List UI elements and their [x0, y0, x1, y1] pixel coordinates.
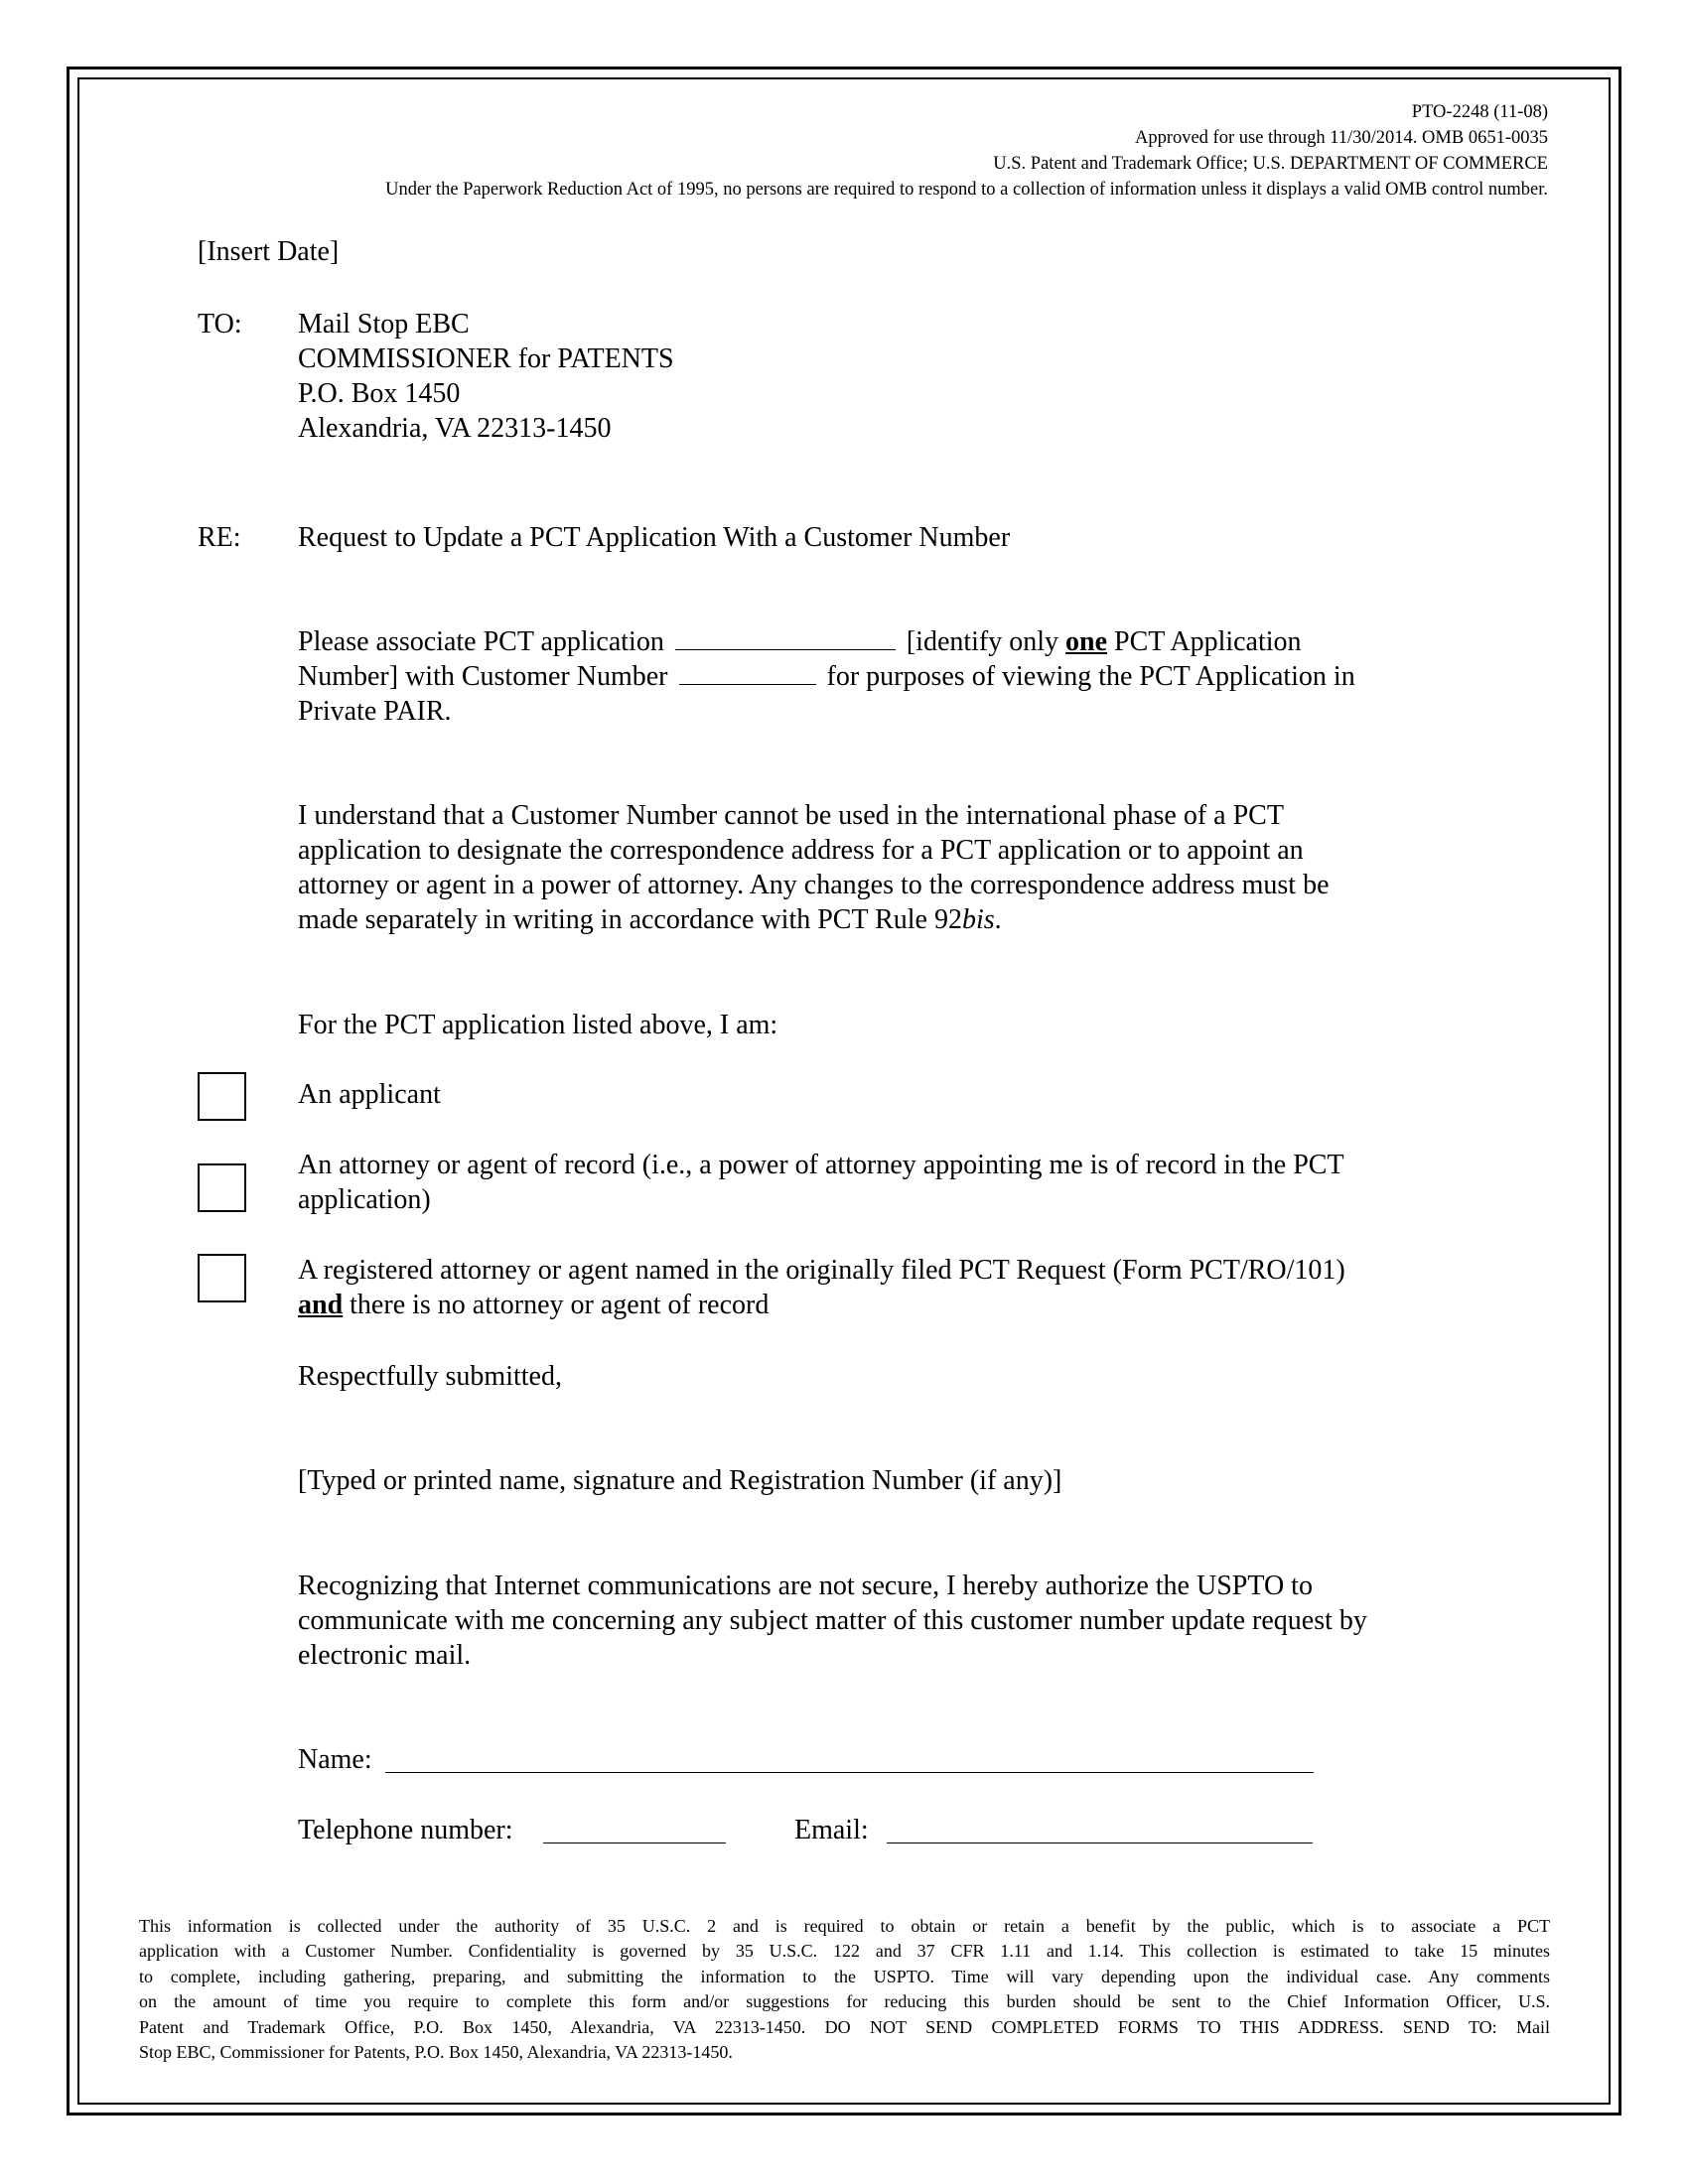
request-text-5: for purposes of viewing the PCT Application in — [826, 661, 1355, 692]
re-subject: Request to Update a PCT Application With a Customer Number — [298, 522, 1011, 553]
option-attorney-line-1: An attorney or agent of record (i.e., a power of attorney appointing me is of record in the PCT — [298, 1150, 1344, 1180]
name-label: Name: — [298, 1744, 372, 1775]
request-line-1 — [298, 624, 1302, 659]
understanding-line-4 — [298, 902, 1002, 937]
pct-application-number-blank[interactable] — [675, 649, 896, 650]
request-line-2 — [298, 659, 1355, 694]
agency-name: U.S. Patent and Trademark Office; U.S. DEPARTMENT OF COMMERCE — [993, 154, 1548, 174]
registered-emphasis-and: and — [298, 1290, 344, 1320]
email-label: Email: — [794, 1815, 869, 1845]
role-prompt: For the PCT application listed above, I am: — [298, 1010, 778, 1040]
request-text-4: Number] with Customer Number — [298, 661, 668, 692]
authorization-line-2: communicate with me concerning any subject matter of this customer number update request by — [298, 1605, 1367, 1636]
rule-bis-italic: bis — [961, 904, 995, 935]
request-line-3: Private PAIR. — [298, 696, 452, 727]
closing: Respectfully submitted, — [298, 1361, 562, 1392]
request-text-2: [identify only — [906, 626, 1059, 657]
date-placeholder: [Insert Date] — [198, 236, 340, 267]
option-attorney-line-2: application) — [298, 1184, 431, 1215]
understanding-text: made separately in writing in accordance with PCT Rule 92 — [298, 904, 962, 935]
applicant-checkbox[interactable] — [198, 1072, 246, 1121]
customer-number-blank[interactable] — [679, 684, 816, 685]
approval-notice: Approved for use through 11/30/2014. OMB 0651-0035 — [1134, 128, 1548, 148]
footer-line-6: Stop EBC, Commissioner for Patents, P.O. Box 1450, Alexandria, VA 22313-1450. — [139, 2042, 733, 2063]
telephone-label: Telephone number: — [298, 1815, 513, 1845]
footer-line-4: on the amount of time you require to complete this form and/or suggestions for reducing this burden should be sent to the Chief Information Officer, U.S. — [139, 1991, 1550, 2012]
burden-statement — [139, 1914, 1550, 2065]
footer-line-1: This information is collected under the authority of 35 U.S.C. 2 and is required to obtain or retain a benefit by the public, which is to associate a PCT — [139, 1916, 1550, 1936]
form-number: PTO-2248 (11-08) — [1411, 102, 1548, 122]
understanding-line-2: application to designate the correspondence address for a PCT application or to appoint an — [298, 835, 1304, 866]
request-emphasis-one: one — [1065, 626, 1108, 657]
to-line-2: COMMISSIONER for PATENTS — [298, 343, 674, 374]
authorization-line-3: electronic mail. — [298, 1640, 472, 1671]
registered-attorney-checkbox[interactable] — [198, 1254, 246, 1302]
authorization-line-1: Recognizing that Internet communications are not secure, I hereby authorize the USPTO to — [298, 1570, 1313, 1601]
re-label: RE: — [198, 522, 241, 553]
signature-placeholder: [Typed or printed name, signature and Registration Number (if any)] — [298, 1465, 1062, 1496]
request-text-1: Please associate PCT application — [298, 626, 664, 657]
request-text-3: PCT Application — [1114, 626, 1302, 657]
understanding-line-3: attorney or agent in a power of attorney. Any changes to the correspondence address must be — [298, 870, 1330, 900]
to-line-4: Alexandria, VA 22313-1450 — [298, 413, 612, 444]
understanding-line-1: I understand that a Customer Number cannot be used in the international phase of a PCT — [298, 800, 1284, 831]
attorney-of-record-checkbox[interactable] — [198, 1163, 246, 1212]
footer-line-5: Patent and Trademark Office, P.O. Box 1450, Alexandria, VA 22313-1450. DO NOT SEND COMPLETED FORMS TO THIS ADDRESS. SEND TO: Mail — [139, 2016, 1550, 2037]
understanding-period: . — [994, 904, 1002, 935]
paperwork-notice: Under the Paperwork Reduction Act of 1995, no persons are required to respond to a collection of information unless it displays a valid OMB control number. — [385, 180, 1548, 200]
option-applicant: An applicant — [298, 1079, 441, 1110]
option-registered-line-2 — [298, 1288, 769, 1322]
to-line-1: Mail Stop EBC — [298, 309, 470, 340]
option-registered-line-1: A registered attorney or agent named in the originally filed PCT Request (Form PCT/RO/101) — [298, 1255, 1345, 1286]
name-field[interactable] — [385, 1772, 1314, 1773]
to-label: TO: — [198, 309, 242, 340]
registered-text: there is no attorney or agent of record — [350, 1290, 770, 1320]
footer-line-3: to complete, including gathering, preparing, and submitting the information to the USPTO. Time will vary depending upon the individual case. Any comments — [139, 1966, 1550, 1986]
footer-line-2: application with a Customer Number. Confidentiality is governed by 35 U.S.C. 122 and 37 CFR 1.11 and 1.14. This collection is estimated to take 15 minutes — [139, 1941, 1550, 1962]
to-line-3: P.O. Box 1450 — [298, 378, 461, 409]
